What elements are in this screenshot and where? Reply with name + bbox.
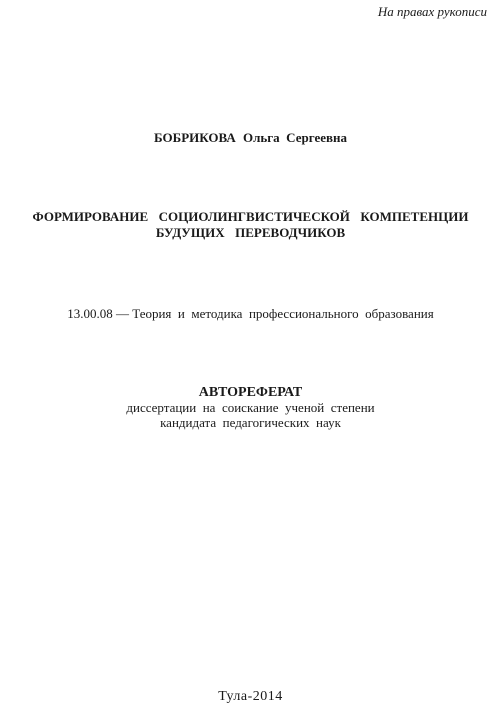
abstract-heading: АВТОРЕФЕРАТ	[198, 385, 303, 400]
place-year: Тула-2014	[218, 689, 283, 704]
dissertation-title	[0, 209, 501, 241]
abstract-line-1: диссертации на соискание ученой степени	[126, 400, 375, 415]
rights-note: На правах рукописи	[377, 4, 487, 19]
abstract-block	[0, 385, 501, 430]
author-first-names: Ольга Сергеевна	[242, 130, 347, 145]
title-line-2: БУДУЩИХ ПЕРЕВОДЧИКОВ	[155, 225, 346, 240]
specialty-code: 13.00.08 — Теория и методика профессионального образования	[67, 306, 434, 321]
author-surname: БОБРИКОВА	[154, 130, 236, 145]
abstract-line-2: кандидата педагогических наук	[160, 415, 341, 430]
author-name	[0, 130, 501, 146]
title-line-1: ФОРМИРОВАНИЕ СОЦИОЛИНГВИСТИЧЕСКОЙ КОМПЕТЕНЦИИ	[32, 209, 469, 224]
